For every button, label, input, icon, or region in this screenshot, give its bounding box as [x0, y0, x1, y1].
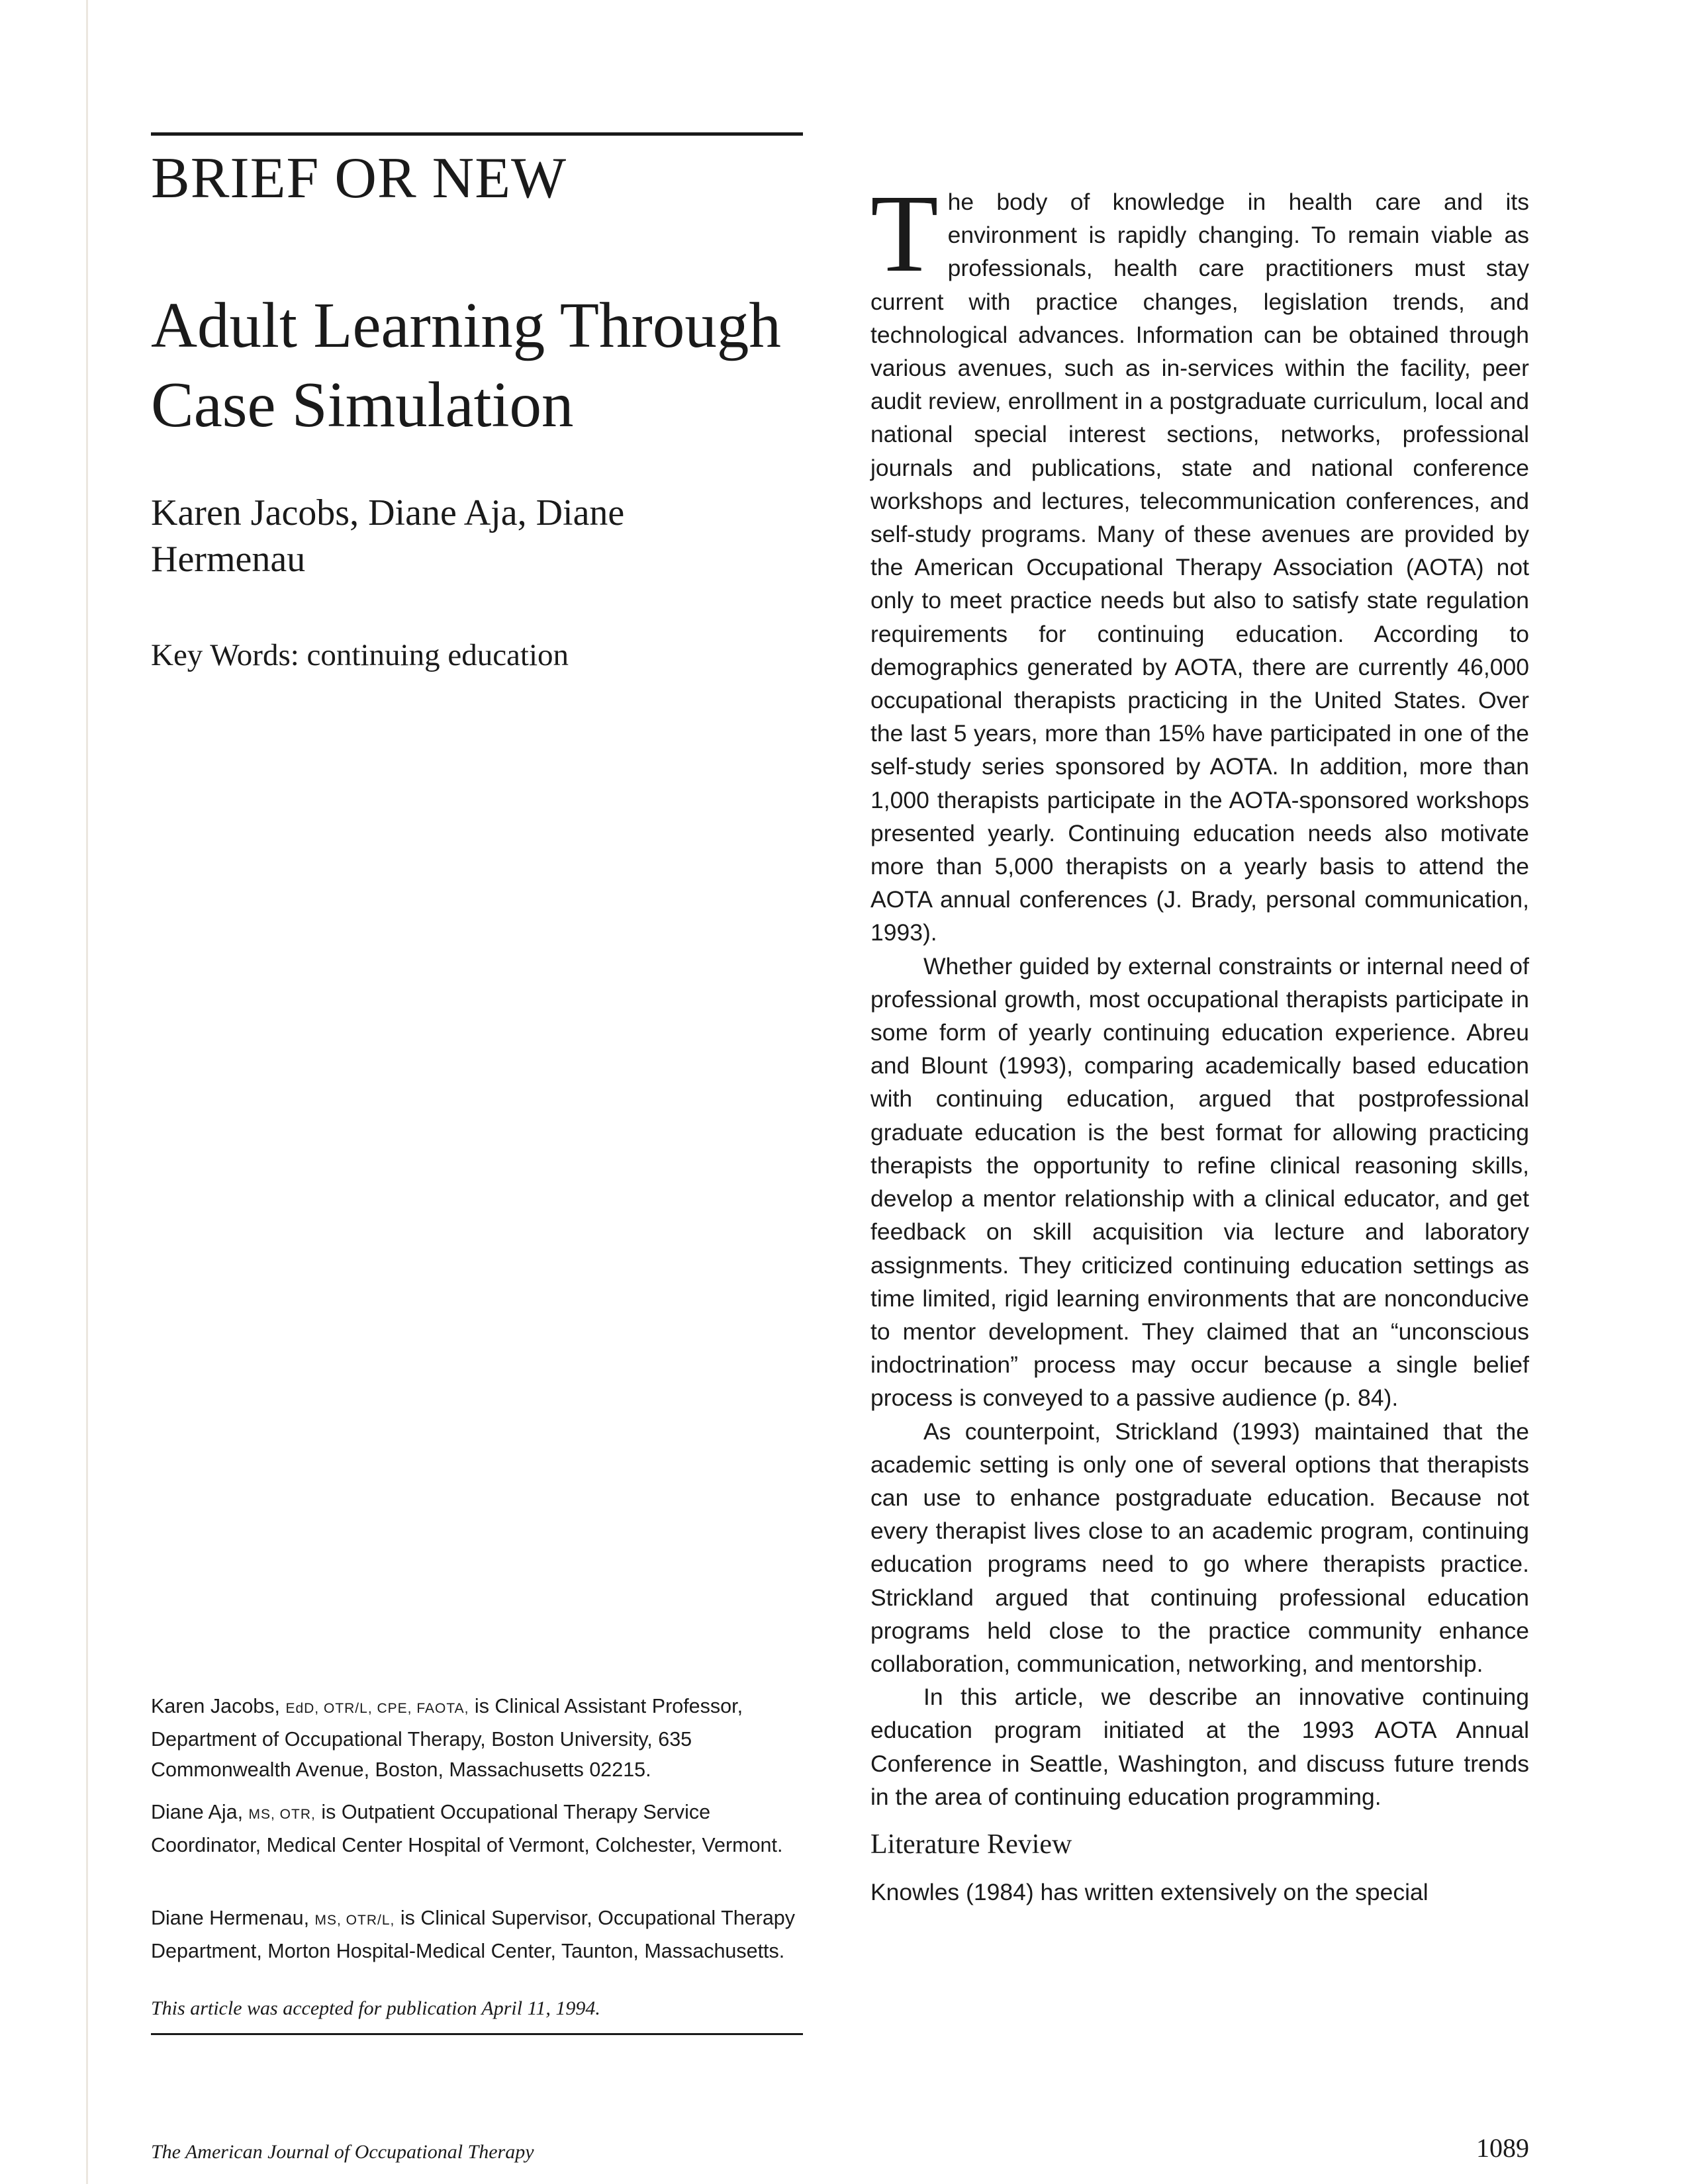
paragraph-text: he body of knowledge in health care and its environment is rapidly changing. To remain viable as professionals, health care practitioners must stay current with practice changes, legislation trends, and technological advances. Information can be obtained through various avenues, such as in-services within the facility, peer audit review, enrollment in a postgraduate curriculum, local and national special interest sections, networks, professional journals and publications, state and national conference workshops and lectures, telecommunication conferences, and self-study programs. Many of these avenues are provided by the American Occupational Therapy Association (AOTA) not only to meet practice needs but also to satisfy state regulation requirements for continuing education. According to demographics generated by AOTA, there are currently 46,000 occupational therapists practicing in the United States. Over the last 5 years, more than 15% have participated in one of the self-study series sponsored by AOTA. In addition, more than 1,000 therapists participate in the AOTA-sponsored workshops presented yearly. Continuing education needs also motivate more than 5,000 therapists on a yearly basis to attend the AOTA annual conferences (J. Brady, personal communication, 1993).	[870, 189, 1529, 946]
top-rule	[151, 132, 803, 136]
section-heading: Literature Review	[870, 1829, 1072, 1860]
body-paragraph: Whether guided by external constraints or internal need of professional growth, most occupational therapists participate in some form of yearly continuing education experience. Abreu and Blount (1993), comparing academically based education with continuing education, argued that postprofessional graduate education is the best format for allowing practicing therapists the opportunity to refine clinical reasoning skills, develop a mentor relationship with a clinical educator, and get feedback on skill acquisition via lecture and laboratory assignments. They criticized continuing education settings as time limited, rigid learning environments that are nonconducive to mentor development. They claimed that an “unconscious indoctrination” process may occur because a single belief process is conveyed to a passive audience (p. 84).	[870, 952, 1529, 1412]
affiliation-name: Karen Jacobs,	[151, 1695, 286, 1717]
body-column	[870, 172, 1529, 1909]
affiliation-credentials: MS, OTR/L,	[314, 1913, 395, 1928]
author-affiliation	[151, 1797, 806, 1860]
author-affiliation	[151, 1691, 806, 1785]
section-label-text: BRIEF OR NEW	[151, 146, 567, 210]
affiliation-credentials: EdD, OTR/L, CPE, FAOTA,	[285, 1701, 469, 1716]
article-keywords: Key Words: continuing education	[151, 638, 569, 672]
article-authors: Karen Jacobs, Diane Aja, Diane Hermenau	[151, 492, 625, 580]
section-label	[151, 147, 567, 211]
affiliation-name: Diane Hermenau,	[151, 1907, 315, 1929]
drop-cap: T	[870, 172, 939, 295]
body-paragraph: In this article, we describe an innovative continuing education program initiated at the 1993 AOTA Annual Conference in Seattle, Washington, and discuss future trends in the area of continuing education programming.	[870, 1684, 1529, 1810]
author-affiliation	[151, 1903, 806, 1966]
body-paragraph: As counterpoint, Strickland (1993) maintained that the academic setting is only one of several options that therapists can use to enhance postgraduate education. Because not every therapist lives close to an academic program, continuing education programs need to go where therapists practice. Strickland argued that continuing professional education programs held close to the practice community enhance collaboration, communication, networking, and mentorship.	[870, 1418, 1529, 1677]
page-number: 1089	[1476, 2133, 1529, 2163]
affiliation-text: is Clinical Assistant Professor, Department of Occupational Therapy, Boston University, 635 Commonwealth Avenue, Boston, Massachusetts 02215.	[151, 1695, 743, 1781]
page-edge-shadow	[86, 0, 88, 2184]
affiliation-text: is Clinical Supervisor, Occupational Therapy Department, Morton Hospital-Medical Center, Taunton, Massachusetts.	[151, 1907, 796, 1962]
article-title: Adult Learning Through Case Simulation	[151, 290, 781, 440]
journal-name: The American Journal of Occupational Therapy	[151, 2141, 534, 2163]
acceptance-note: This article was accepted for publication April 11, 1994.	[151, 1997, 600, 2019]
affiliation-credentials: MS, OTR,	[248, 1807, 316, 1822]
affiliation-text: is Outpatient Occupational Therapy Service Coordinator, Medical Center Hospital of Vermont, Colchester, Vermont.	[151, 1801, 783, 1856]
affiliation-name: Diane Aja,	[151, 1801, 249, 1823]
bottom-rule	[151, 2033, 803, 2035]
body-paragraph: Knowles (1984) has written extensively on the special	[870, 1878, 1429, 1905]
body-paragraph	[870, 172, 1529, 950]
